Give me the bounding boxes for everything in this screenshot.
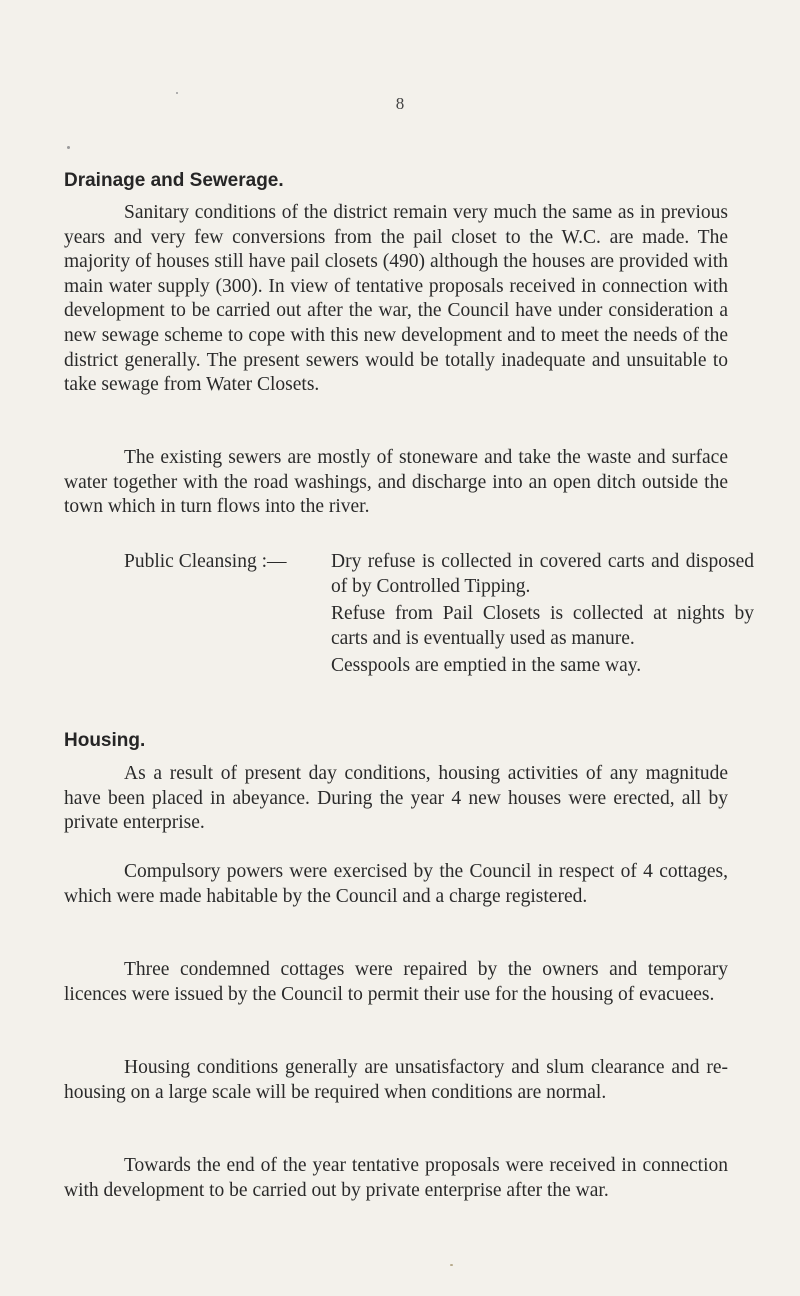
housing-paragraph: Towards the end of the year tentative proposals were received in connection with development to be carried out by private enterprise after the war. (64, 1155, 728, 1201)
housing-heading: Housing. (64, 730, 146, 751)
housing-paragraph: Compulsory powers were exercised by the Council in respect of 4 cottages, which were made habitable by the Council and a charge registered. (64, 861, 728, 907)
page-number: 8 (395, 94, 405, 113)
public-cleansing-label: Public Cleansing :— (124, 551, 287, 572)
housing-paragraph: Three condemned cottages were repaired by the owners and temporary licences were issued by the Council to permit their use for the housing of evacuees. (64, 959, 728, 1005)
paper-speck (450, 1264, 453, 1266)
public-cleansing-item: Cesspools are emptied in the same way. (331, 655, 642, 677)
housing-paragraph: Housing conditions generally are unsatisfactory and slum clearance and re-housing on a large scale will be required when conditions are normal. (64, 1057, 728, 1103)
public-cleansing-item: Refuse from Pail Closets is collected at nights by carts and is eventually used as manure. (331, 603, 754, 649)
drainage-heading: Drainage and Sewerage. (64, 170, 284, 191)
public-cleansing-item: Dry refuse is collected in covered carts and disposed of by Controlled Tipping. (331, 551, 754, 597)
housing-paragraph: As a result of present day conditions, housing activities of any magnitude have been placed in abeyance. During the year 4 new houses were erected, all by private enterprise. (64, 763, 728, 834)
public-cleansing-items (331, 550, 754, 679)
drainage-paragraph: Sanitary conditions of the district remain very much the same as in previous years and very few conversions from the pail closet to the W.C. are made. The majority of houses still have pail closets (490) although the houses are provided with main water supply (300). In view of tentative proposals received in connection with development to be carried out after the war, the Council have under consideration a new sewage scheme to cope with this new development and to meet the needs of the district generally. The present sewers would be totally inadequate and unsuitable to take sewage from Water Closets. (64, 202, 728, 396)
paper-speck (176, 92, 178, 94)
drainage-paragraph: The existing sewers are mostly of stoneware and take the waste and surface water together with the road washings, and discharge into an open ditch outside the town which in turn flows into the river. (64, 447, 728, 518)
paper-speck (67, 146, 70, 149)
